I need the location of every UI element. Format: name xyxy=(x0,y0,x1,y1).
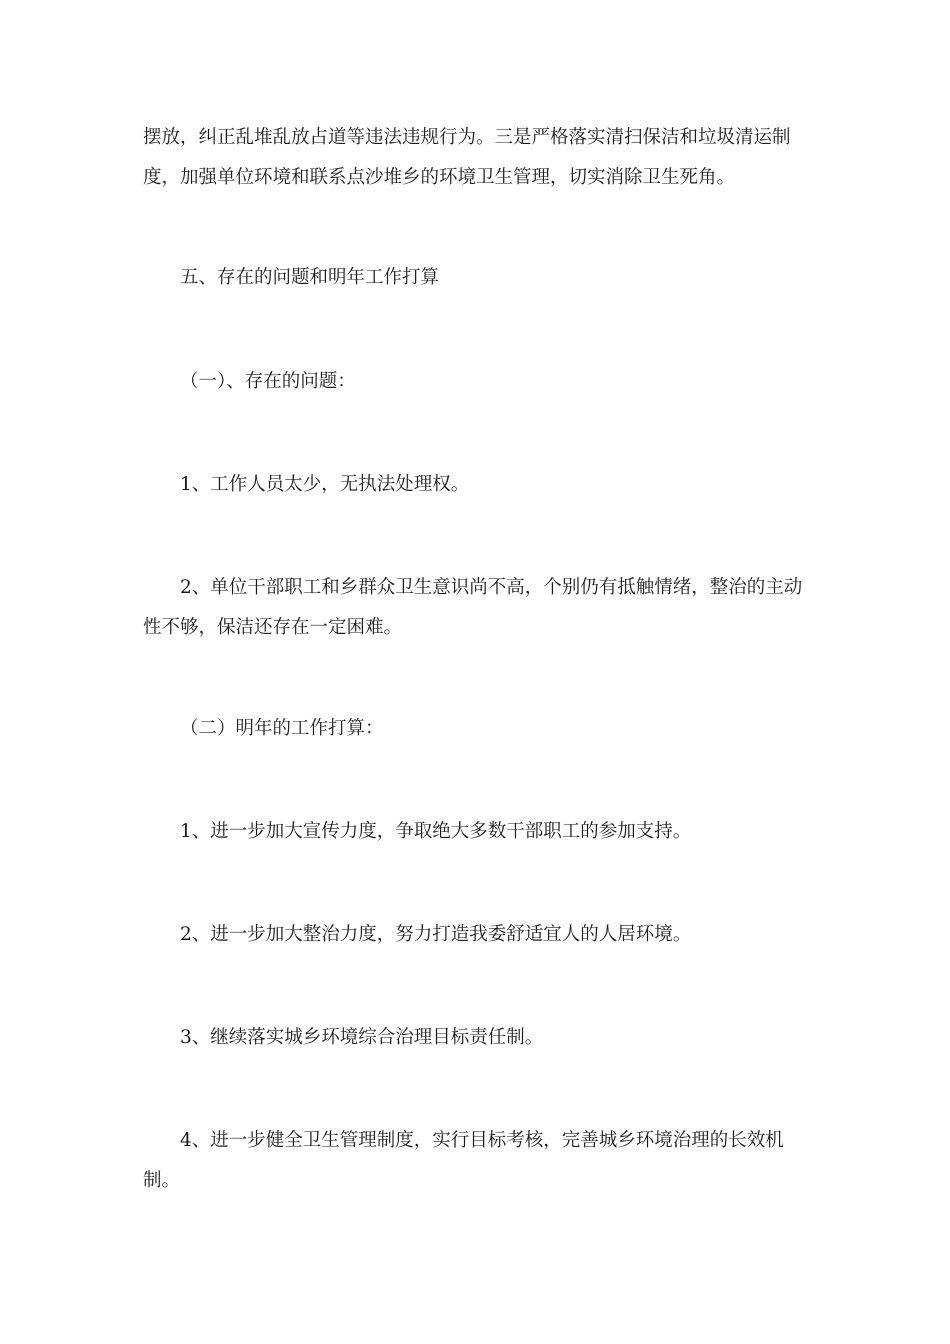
subheading-existing-problems: （一）、存在的问题： xyxy=(180,371,356,392)
plan-item-1: 1、进一步加大宣传力度，争取绝大多数干部职工的参加支持。 xyxy=(180,821,692,842)
plan-item-2: 2、进一步加大整治力度，努力打造我委舒适宜人的人居环境。 xyxy=(180,924,692,945)
plan-item-3: 3、继续落实城乡环境综合治理目标责任制。 xyxy=(180,1027,544,1048)
subheading-next-year-plans: （二）明年的工作打算： xyxy=(180,718,384,739)
problem-item-2: 2、单位干部职工和乡群众卫生意识尚不高，个别仍有抵触情绪，整治的主动性不够，保洁还存在一定困难。 xyxy=(143,577,803,638)
problem-item-1: 1、工作人员太少，无执法处理权。 xyxy=(180,474,470,495)
paragraph-continuation: 摆放，纠正乱堆乱放占道等违法违规行为。三是严格落实清扫保洁和垃圾清运制度，加强单位环境和联系点沙堆乡的环境卫生管理，切实消除卫生死角。 xyxy=(143,127,791,188)
plan-item-4: 4、进一步健全卫生管理制度，实行目标考核，完善城乡环境治理的长效机制。 xyxy=(143,1130,784,1191)
section-heading-problems-plans: 五、存在的问题和明年工作打算 xyxy=(180,267,440,288)
